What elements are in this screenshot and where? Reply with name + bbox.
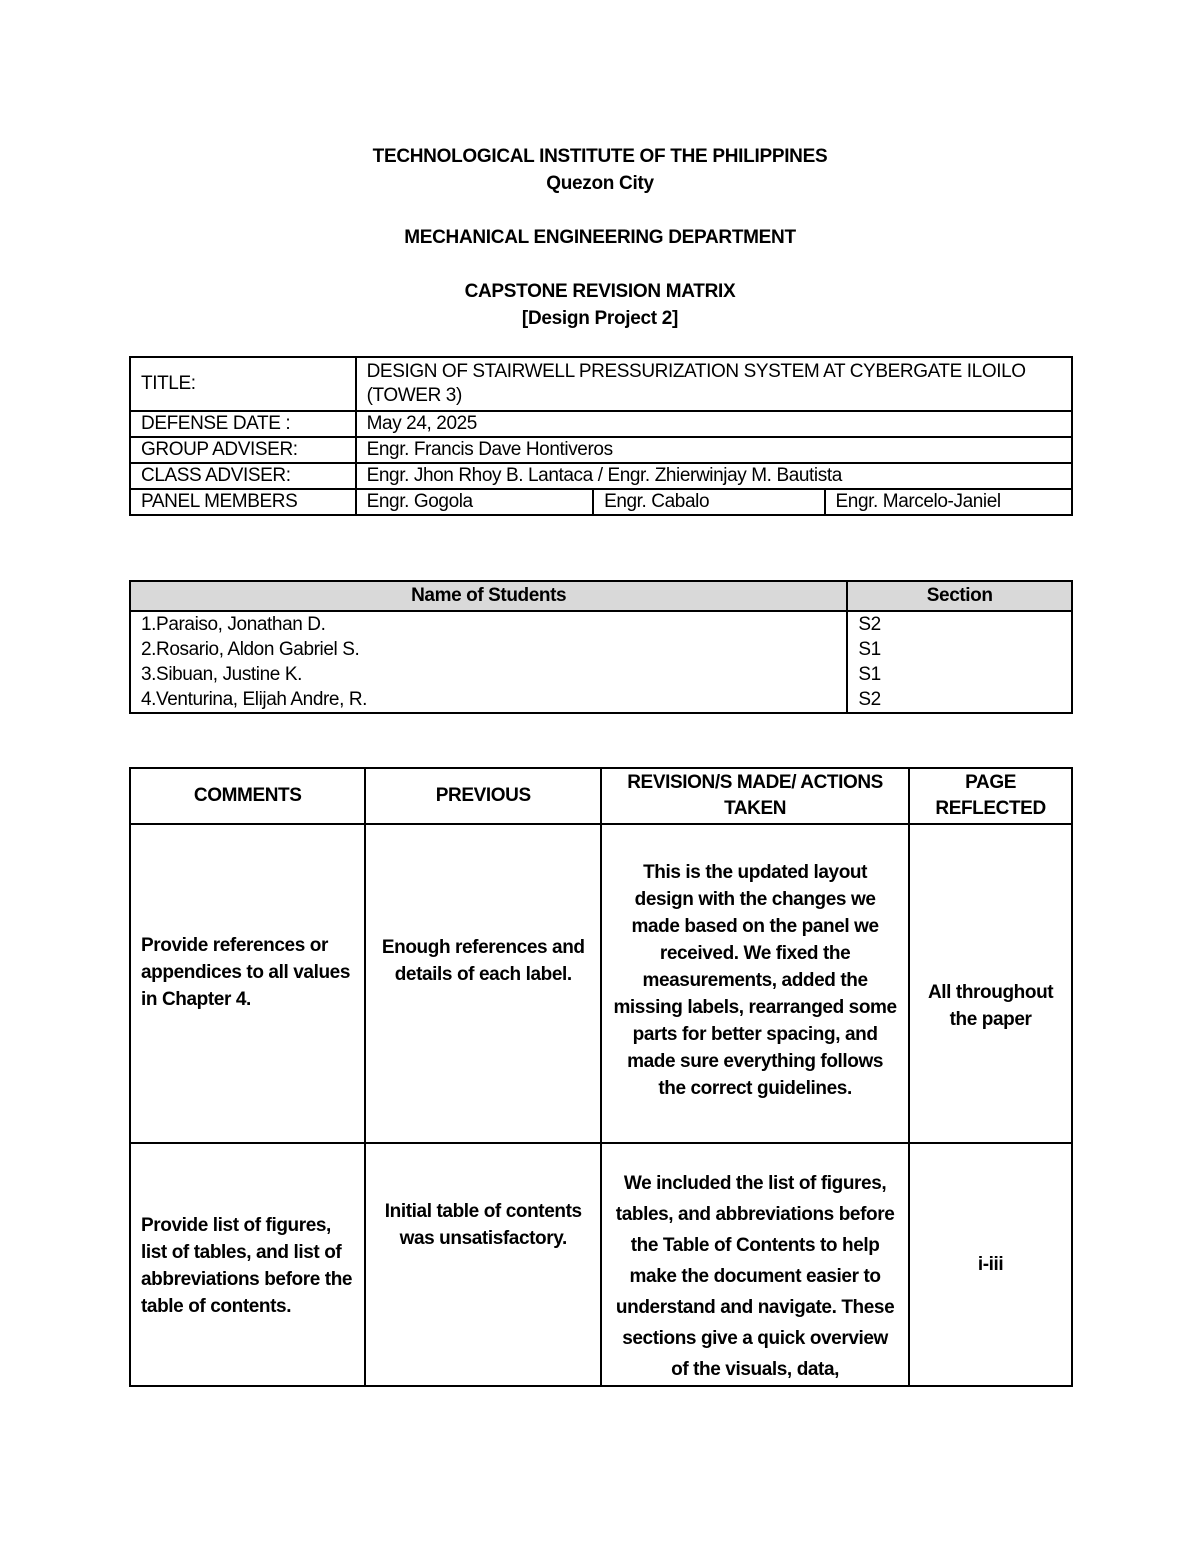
student-section: S1 xyxy=(847,662,1072,687)
group-adviser-row xyxy=(130,437,1072,463)
group-adviser-value: Engr. Francis Dave Hontiveros xyxy=(356,437,1072,463)
student-name: 4.Venturina, Elijah Andre, R. xyxy=(130,687,847,713)
city-name: Quezon City xyxy=(546,173,654,194)
comments-header: COMMENTS xyxy=(130,768,365,824)
student-row xyxy=(130,687,1072,713)
panel-members-row xyxy=(130,489,1072,515)
document-title: CAPSTONE REVISION MATRIX xyxy=(464,281,736,302)
name-column-header: Name of Students xyxy=(130,581,847,611)
comment-cell: Provide list of figures, list of tables, and list of abbreviations before the table of contents. xyxy=(130,1143,365,1386)
student-section: S2 xyxy=(847,687,1072,713)
comment-cell: Provide references or appendices to all values in Chapter 4. xyxy=(130,824,365,1143)
defense-date-value: May 24, 2025 xyxy=(356,411,1072,437)
project-info-table xyxy=(129,356,1073,516)
panel-member: Engr. Cabalo xyxy=(593,489,824,515)
title-row xyxy=(130,357,1072,411)
group-adviser-label: GROUP ADVISER: xyxy=(130,437,356,463)
page-reflected-cell: All throughout the paper xyxy=(909,824,1072,1143)
revision-header: REVISION/S MADE/ ACTIONS TAKEN xyxy=(601,768,909,824)
students-header-row xyxy=(130,581,1072,611)
page-reflected-header: PAGE REFLECTED xyxy=(909,768,1072,824)
student-section: S2 xyxy=(847,611,1072,637)
revision-cell: We included the list of figures, tables, and abbreviations before the Table of Contents to help make the document easier to understand and navigate. These sections give a quick overview of the visuals, data, xyxy=(601,1143,909,1386)
previous-cell: Enough references and details of each label. xyxy=(365,824,601,1143)
defense-date-label: DEFENSE DATE : xyxy=(130,411,356,437)
student-row xyxy=(130,611,1072,637)
revision-matrix-table xyxy=(129,767,1073,1387)
student-name: 1.Paraiso, Jonathan D. xyxy=(130,611,847,637)
project-label: [Design Project 2] xyxy=(521,308,679,329)
institution-name: TECHNOLOGICAL INSTITUTE OF THE PHILIPPINES xyxy=(372,146,828,167)
matrix-row xyxy=(130,1143,1072,1386)
previous-cell: Initial table of contents was unsatisfactory. xyxy=(365,1143,601,1386)
section-column-header: Section xyxy=(847,581,1072,611)
student-row xyxy=(130,662,1072,687)
students-table xyxy=(129,580,1073,714)
student-name: 3.Sibuan, Justine K. xyxy=(130,662,847,687)
panel-member: Engr. Marcelo-Janiel xyxy=(825,489,1072,515)
previous-header: PREVIOUS xyxy=(365,768,601,824)
class-adviser-label: CLASS ADVISER: xyxy=(130,463,356,489)
defense-date-row xyxy=(130,411,1072,437)
title-label: TITLE: xyxy=(130,357,356,411)
class-adviser-value: Engr. Jhon Rhoy B. Lantaca / Engr. Zhierwinjay M. Bautista xyxy=(356,463,1072,489)
matrix-header-row xyxy=(130,768,1072,824)
panel-members-label: PANEL MEMBERS xyxy=(130,489,356,515)
document-header xyxy=(0,143,1200,332)
page-reflected-cell: i-iii xyxy=(909,1143,1072,1386)
student-row xyxy=(130,637,1072,662)
student-name: 2.Rosario, Aldon Gabriel S. xyxy=(130,637,847,662)
title-value: DESIGN OF STAIRWELL PRESSURIZATION SYSTEM AT CYBERGATE ILOILO (TOWER 3) xyxy=(356,357,1072,411)
matrix-row xyxy=(130,824,1072,1143)
panel-member: Engr. Gogola xyxy=(356,489,593,515)
class-adviser-row xyxy=(130,463,1072,489)
student-section: S1 xyxy=(847,637,1072,662)
department-name: MECHANICAL ENGINEERING DEPARTMENT xyxy=(404,227,796,248)
revision-cell: This is the updated layout design with the changes we made based on the panel we received. We fixed the measurements, added the missing labels, rearranged some parts for better spacing, and made sure everything follows the correct guidelines. xyxy=(601,824,909,1143)
